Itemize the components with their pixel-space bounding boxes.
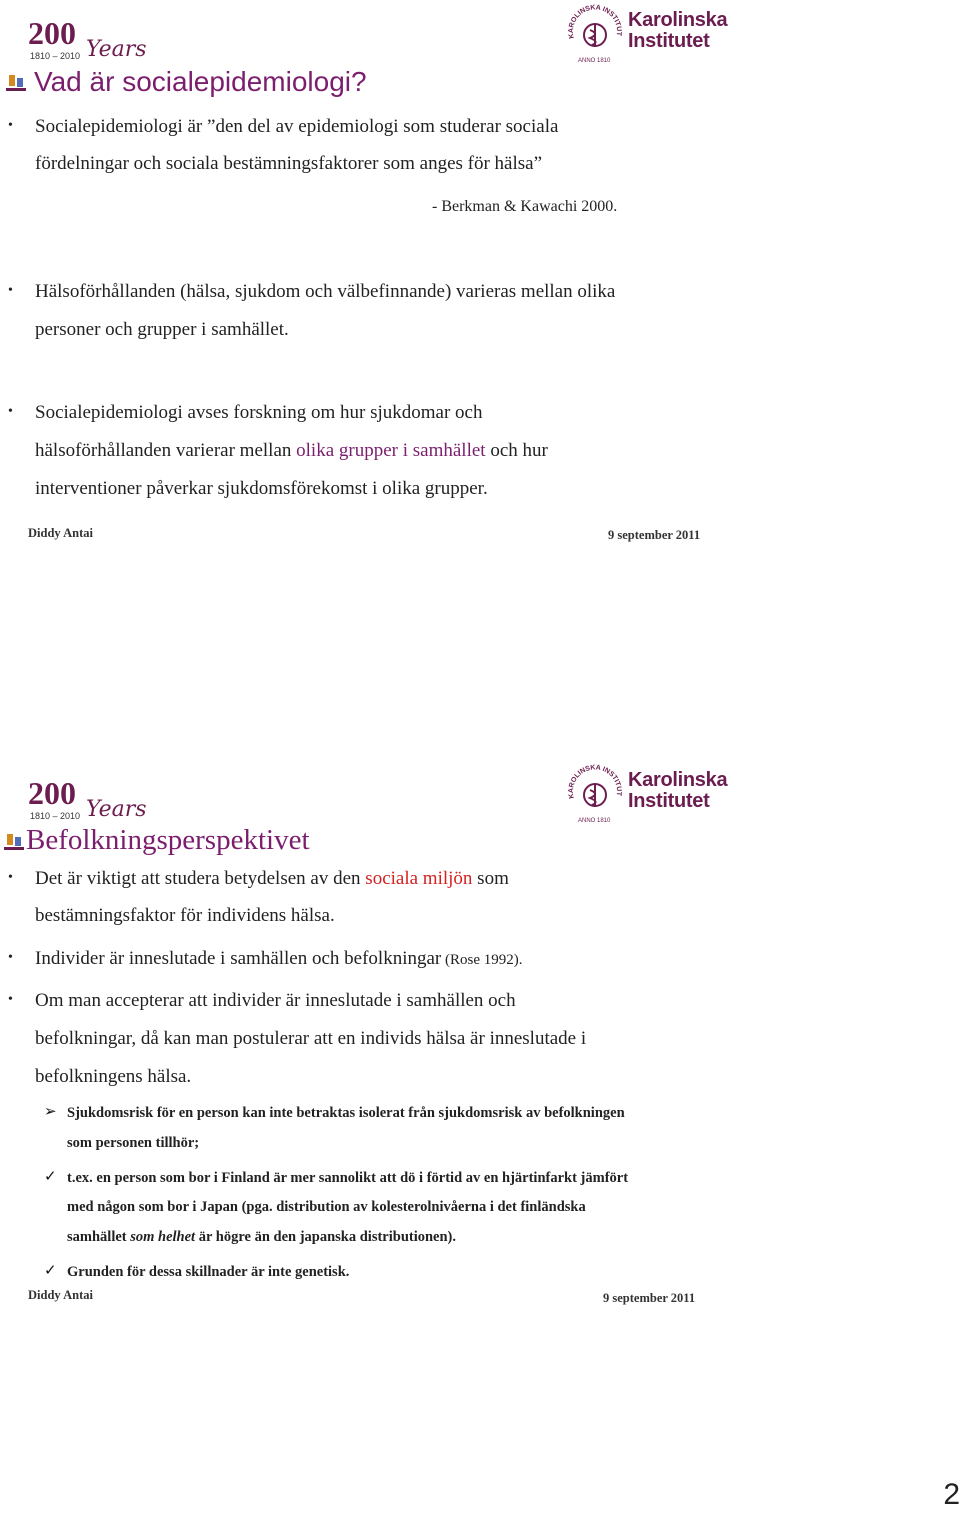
slide-title-marker-icon xyxy=(4,834,24,852)
slide-1-bullet-3-line-3: interventioner påverkar sjukdomsförekomst i olika grupper. xyxy=(35,478,488,499)
svg-text:KAROLINSKA INSTITUTET: KAROLINSKA INSTITUT xyxy=(567,4,623,40)
bullet-dot: • xyxy=(8,992,13,1007)
slide-1-bullet-2-line-1: Hälsoförhållanden (hälsa, sjukdom och välbefinnande) varieras mellan olika xyxy=(35,281,616,302)
slide-1-title: Vad är socialepidemiologi? xyxy=(34,66,367,97)
slide-2-bullet-3-line-3: befolkningens hälsa. xyxy=(35,1066,192,1087)
anniversary-200-logo xyxy=(28,776,168,824)
citation-berkman-kawachi: - Berkman & Kawachi 2000. xyxy=(432,198,618,215)
bullet-dot: • xyxy=(8,870,13,885)
svg-text:ANNO 1810: ANNO 1810 xyxy=(578,818,611,824)
svg-text:Years: Years xyxy=(86,37,147,62)
slide-1-bullet-1-line-1: Socialepidemiologi är ”den del av epidemiologi som studerar sociala xyxy=(35,116,559,137)
slide-2-bullet-1-line-2: bestämningsfaktor för individens hälsa. xyxy=(35,905,335,926)
svg-text:Years: Years xyxy=(86,797,147,822)
ki-logo-line1: Karolinska xyxy=(628,769,728,791)
page-number: 2 xyxy=(943,1478,960,1511)
ki-seal-icon xyxy=(566,764,624,826)
slide-2-sub-2-line-1: t.ex. en person som bor i Finland är mer sannolikt att dö i förtid av en hjärtinfarkt jämfört xyxy=(67,1170,629,1186)
emphasis-som-helhet: som helhet xyxy=(130,1229,196,1245)
slide-1-bullet-1-line-2: fördelningar och sociala bestämningsfaktorer som anges för hälsa” xyxy=(35,153,543,174)
checkmark-bullet-icon: ✓ xyxy=(44,1169,57,1185)
slide-1 xyxy=(0,0,960,560)
karolinska-institutet-logo xyxy=(566,4,726,68)
highlight-olika-grupper: olika grupper i samhället xyxy=(296,440,486,461)
ki-logo-line2: Institutet xyxy=(628,790,710,812)
bullet-dot: • xyxy=(8,283,13,298)
slide-1-bullet-3-line-1: Socialepidemiologi avses forskning om hur sjukdomar och xyxy=(35,402,483,423)
footer-date: 9 september 2011 xyxy=(603,1291,696,1305)
slide-2-sub-2-line-3: samhället som helhet är högre än den japanska distributionen). xyxy=(67,1229,457,1245)
svg-text:ANNO 1810: ANNO 1810 xyxy=(578,58,611,64)
svg-text:200: 200 xyxy=(28,776,76,811)
karolinska-institutet-logo xyxy=(566,764,726,828)
slide-1-bullet-3-line-2: hälsoförhållanden varierar mellan olika grupper i samhället och hur xyxy=(35,440,548,461)
slide-2-bullet-3-line-1: Om man accepterar att individer är inneslutade i samhällen och xyxy=(35,990,516,1011)
slide-2-bullet-2: Individer är inneslutade i samhällen och befolkningar (Rose 1992). xyxy=(35,948,523,969)
footer-author: Diddy Antai xyxy=(28,526,93,540)
slide-2-sub-2-line-2: med någon som bor i Japan (pga. distribution av kolesterolnivåerna i det finländska xyxy=(67,1199,586,1215)
citation-rose: (Rose 1992). xyxy=(441,952,523,968)
bullet-dot: • xyxy=(8,118,13,133)
arrow-bullet-icon: ➢ xyxy=(44,1104,57,1120)
svg-text:1810 – 2010: 1810 – 2010 xyxy=(30,51,81,61)
svg-text:200: 200 xyxy=(28,16,76,51)
footer-date: 9 september 2011 xyxy=(608,528,701,542)
slide-2-sub-3: Grunden för dessa skillnader är inte genetisk. xyxy=(67,1264,350,1280)
bullet-dot: • xyxy=(8,404,13,419)
slide-2-sub-1-line-1: Sjukdomsrisk för en person kan inte betraktas isolerat från sjukdomsrisk av befolkningen xyxy=(67,1105,625,1121)
slide-2-bullet-1-line-1: Det är viktigt att studera betydelsen av den sociala miljön som xyxy=(35,868,509,889)
svg-text:KAROLINSKA INSTITUTET: KAROLINSKA INSTITUT xyxy=(567,764,623,800)
slide-2-sub-1-line-2: som personen tillhör; xyxy=(67,1135,200,1151)
slide-title-marker-icon xyxy=(6,75,26,93)
checkmark-bullet-icon: ✓ xyxy=(44,1263,57,1279)
ki-seal-icon xyxy=(566,4,624,66)
ki-logo-line1: Karolinska xyxy=(628,9,728,31)
footer-author: Diddy Antai xyxy=(28,1288,93,1302)
slide-2-bullet-3-line-2: befolkningar, då kan man postulerar att en individs hälsa är inneslutade i xyxy=(35,1028,587,1049)
highlight-sociala-miljon: sociala miljön xyxy=(365,868,473,889)
slide-2-title: Befolkningsperspektivet xyxy=(26,824,310,856)
ki-logo-line2: Institutet xyxy=(628,30,710,52)
bullet-dot: • xyxy=(8,950,13,965)
slide-2 xyxy=(0,760,960,1320)
slide-1-bullet-2-line-2: personer och grupper i samhället. xyxy=(35,319,289,340)
anniversary-200-logo xyxy=(28,16,168,64)
svg-text:1810 – 2010: 1810 – 2010 xyxy=(30,811,81,821)
